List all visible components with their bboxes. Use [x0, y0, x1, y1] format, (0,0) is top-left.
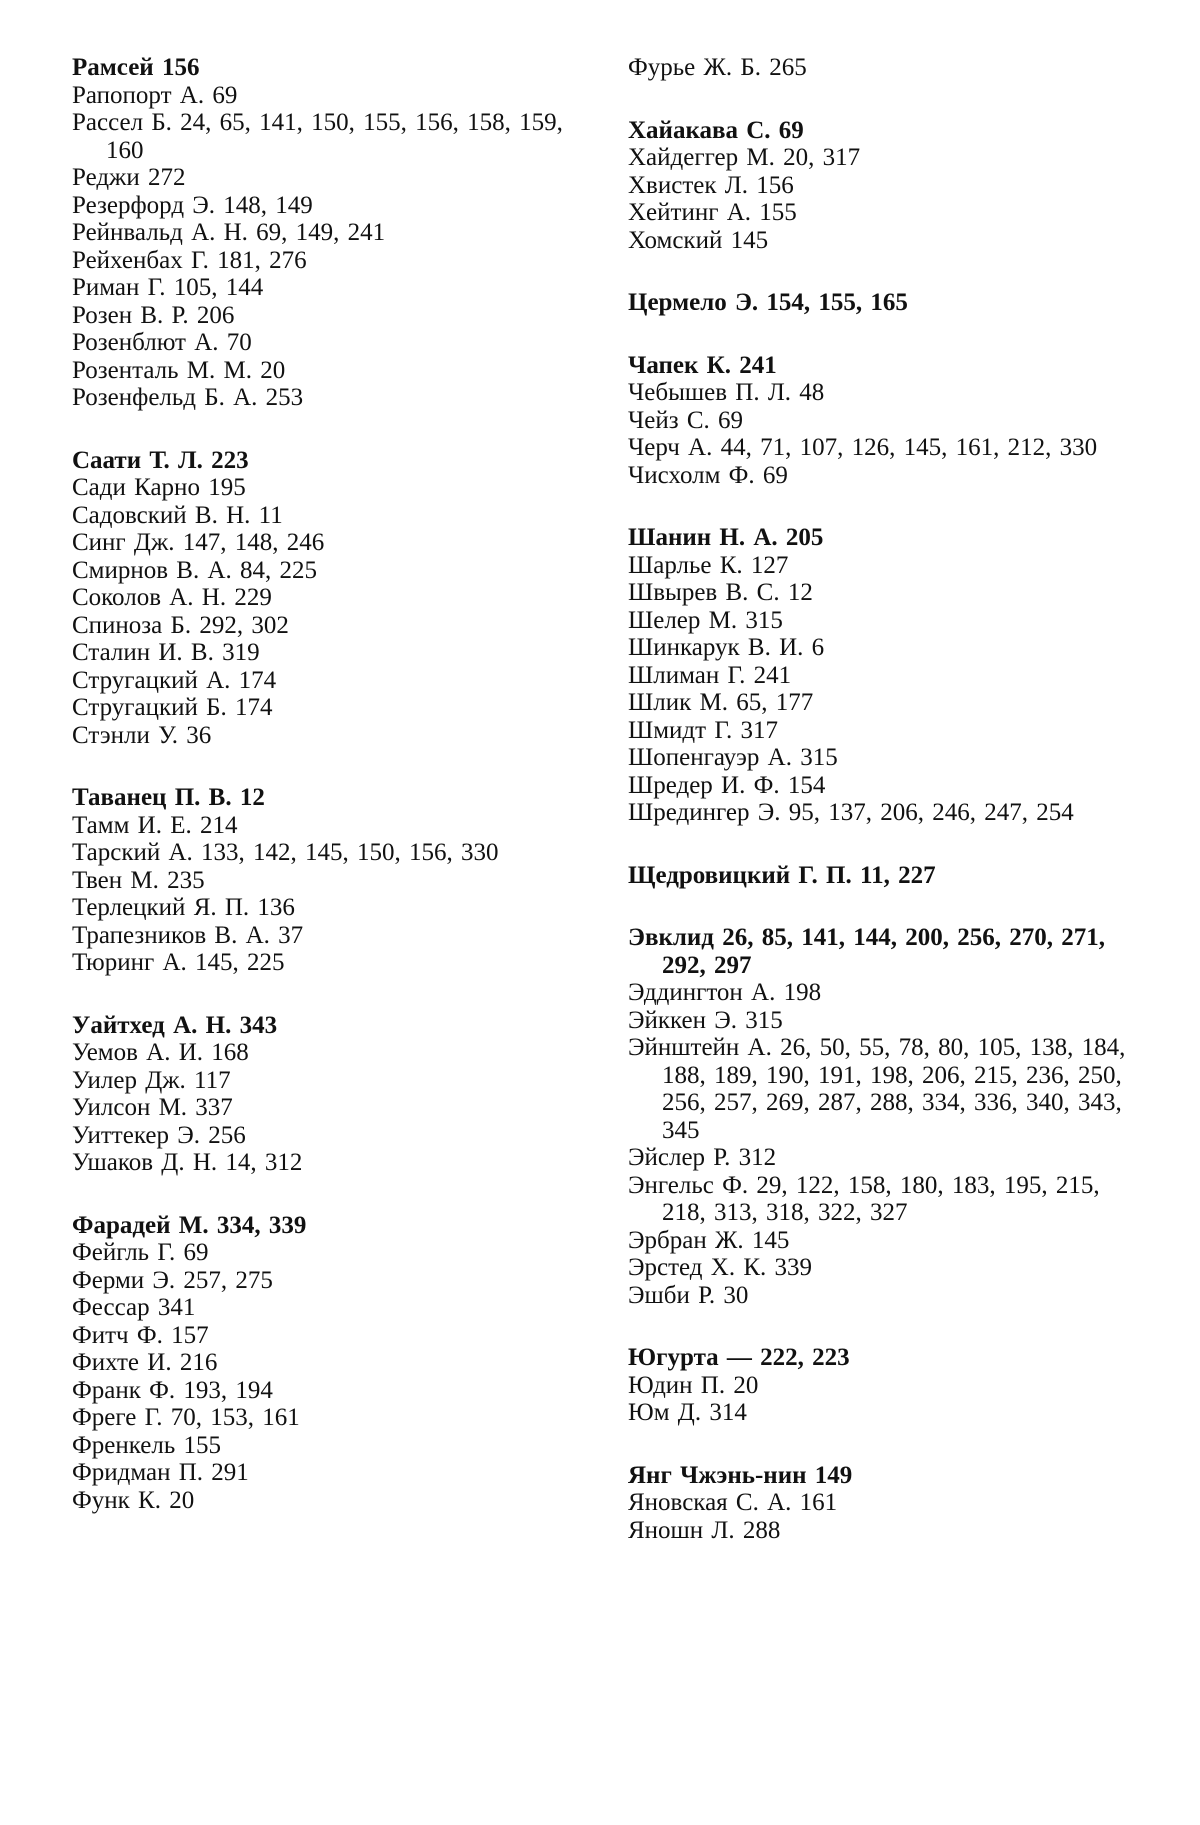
index-entry: Ушаков Д. Н. 14, 312: [72, 1149, 303, 1176]
index-entry: Фурье Ж. Б. 265: [628, 54, 807, 81]
index-entry: Шлик М. 65, 177: [628, 689, 814, 716]
index-entry: Розенблют А. 70: [72, 329, 252, 356]
index-entry: Шопенгауэр А. 315: [628, 744, 838, 771]
index-entry: Эйслер Р. 312: [628, 1144, 777, 1171]
group-spacer: [628, 1309, 1148, 1344]
index-entry: Энгельс Ф. 29, 122, 158, 180, 183, 195, 215, 218, 313, 318, 322, 327: [628, 1171, 1100, 1226]
index-entry: Уиттекер Э. 256: [72, 1121, 246, 1149]
index-entry: Эвклид 26, 85, 141, 144, 200, 256, 270, 271, 292, 297: [628, 924, 1105, 979]
index-entry: Шарлье К. 127: [628, 551, 789, 579]
index-column-left: [72, 54, 592, 1514]
index-entry: Смирнов В. А. 84, 225: [72, 556, 318, 584]
index-entry: Тюринг А. 145, 225: [72, 949, 285, 976]
index-entry: Трапезников В. А. 37: [72, 921, 304, 949]
index-entry: Синг Дж. 147, 148, 246: [72, 529, 325, 556]
index-entry: Хайдеггер М. 20, 317: [628, 144, 861, 171]
index-entry: Таванец П. В. 12: [72, 784, 265, 811]
index-entry: Фридман П. 291: [72, 1459, 249, 1486]
index-entry: Шинкарук В. И. 6: [628, 634, 825, 661]
index-entry: Риман Г. 105, 144: [72, 274, 264, 301]
index-entry: Хомский 145: [628, 226, 769, 254]
index-entry: Эрстед Х. К. 339: [628, 1254, 812, 1281]
index-entry: Чапек К. 241: [628, 351, 777, 379]
index-entry: Френкель 155: [72, 1431, 221, 1459]
index-entry: Янг Чжэнь-нин 149: [628, 1461, 853, 1489]
index-entry: Тарский А. 133, 142, 145, 150, 156, 330: [72, 839, 499, 866]
index-entry: Чебышев П. Л. 48: [628, 379, 825, 406]
group-spacer: [628, 489, 1148, 524]
index-entry: Тамм И. Е. 214: [72, 811, 238, 839]
index-entry: Шлиман Г. 241: [628, 661, 792, 689]
index-entry: Яновская С. А. 161: [628, 1489, 838, 1516]
index-entry: Розенталь М. М. 20: [72, 356, 286, 384]
index-entry: Соколов А. Н. 229: [72, 584, 272, 611]
index-entry: Юдин П. 20: [628, 1371, 759, 1399]
index-entry: Фейгль Г. 69: [72, 1239, 209, 1266]
index-entry: Ферми Э. 257, 275: [72, 1266, 273, 1294]
index-entry: Фессар 341: [72, 1294, 196, 1321]
index-entry: Рейнвальд А. Н. 69, 149, 241: [72, 219, 386, 246]
index-entry: Фреге Г. 70, 153, 161: [72, 1404, 300, 1431]
group-spacer: [72, 412, 592, 447]
index-entry: Шредингер Э. 95, 137, 206, 246, 247, 254: [628, 799, 1074, 826]
index-entry: Спиноза Б. 292, 302: [72, 611, 289, 639]
index-entry: Реджи 272: [72, 164, 186, 191]
index-entry: Эйнштейн А. 26, 50, 55, 78, 80, 105, 138, 184, 188, 189, 190, 191, 198, 206, 215, 236, 250, 256, 257, 269, 287, 288, 334, 336, 340, 343, 345: [628, 1034, 1126, 1144]
index-entry: Садовский В. Н. 11: [72, 501, 283, 529]
group-spacer: [628, 82, 1148, 117]
index-entry: Эддингтон А. 198: [628, 979, 822, 1006]
index-entry: Хвистек Л. 156: [628, 171, 794, 199]
index-entry: Черч А. 44, 71, 107, 126, 145, 161, 212, 330: [628, 434, 1098, 461]
index-entry: Уилсон М. 337: [72, 1094, 233, 1121]
index-entry: Шелер М. 315: [628, 606, 783, 634]
index-entry: Щедровицкий Г. П. 11, 227: [628, 861, 936, 889]
group-spacer: [628, 889, 1148, 924]
index-entry: Шанин Н. А. 205: [628, 524, 824, 551]
index-entry: Рапопорт А. 69: [72, 81, 238, 109]
index-entry: Рассел Б. 24, 65, 141, 150, 155, 156, 158, 159, 160: [72, 109, 563, 164]
index-entry: Шредер И. Ф. 154: [628, 771, 826, 799]
index-entry: Фарадей М. 334, 339: [72, 1211, 307, 1239]
index-entry: Розен В. Р. 206: [72, 301, 235, 329]
index-entry: Сади Карно 195: [72, 474, 246, 501]
index-entry: Резерфорд Э. 148, 149: [72, 191, 313, 219]
index-entry: Терлецкий Я. П. 136: [72, 894, 295, 921]
index-entry: Фихте И. 216: [72, 1349, 218, 1376]
index-entry: Эйккен Э. 315: [628, 1006, 783, 1034]
index-entry: Фитч Ф. 157: [72, 1321, 209, 1349]
index-entry: Яношн Л. 288: [628, 1516, 781, 1544]
index-entry: Уайтхед А. Н. 343: [72, 1011, 278, 1039]
index-column-right: [628, 54, 1148, 1544]
index-entry: Чисхолм Ф. 69: [628, 461, 788, 489]
index-entry: Твен М. 235: [72, 866, 205, 894]
index-entry: Эрбран Ж. 145: [628, 1226, 790, 1254]
index-entry: Розенфельд Б. А. 253: [72, 384, 304, 411]
group-spacer: [628, 254, 1148, 289]
index-entry: Уилер Дж. 117: [72, 1066, 231, 1094]
index-entry: Швырев В. С. 12: [628, 579, 813, 606]
group-spacer: [628, 827, 1148, 862]
index-entry: Рейхенбах Г. 181, 276: [72, 246, 307, 274]
index-entry: Юм Д. 314: [628, 1399, 747, 1426]
index-entry: Уемов А. И. 168: [72, 1039, 249, 1066]
index-entry: Стругацкий А. 174: [72, 666, 277, 694]
index-entry: Сталин И. В. 319: [72, 639, 260, 666]
group-spacer: [628, 317, 1148, 352]
index-entry: Стэнли У. 36: [72, 721, 212, 749]
index-entry: Эшби Р. 30: [628, 1281, 749, 1309]
index-entry: Югурта — 222, 223: [628, 1344, 850, 1371]
group-spacer: [72, 749, 592, 784]
index-entry: Саати Т. Л. 223: [72, 446, 249, 474]
index-entry: Рамсей 156: [72, 54, 200, 81]
group-spacer: [628, 1427, 1148, 1462]
index-entry: Цермело Э. 154, 155, 165: [628, 289, 908, 316]
index-entry: Шмидт Г. 317: [628, 716, 778, 744]
index-entry: Чейз С. 69: [628, 406, 744, 434]
index-entry: Стругацкий Б. 174: [72, 694, 273, 721]
index-entry: Франк Ф. 193, 194: [72, 1376, 273, 1404]
group-spacer: [72, 1177, 592, 1212]
index-entry: Хайакава С. 69: [628, 116, 804, 144]
index-entry: Функ К. 20: [72, 1486, 195, 1514]
index-entry: Хейтинг А. 155: [628, 199, 797, 226]
group-spacer: [72, 977, 592, 1012]
